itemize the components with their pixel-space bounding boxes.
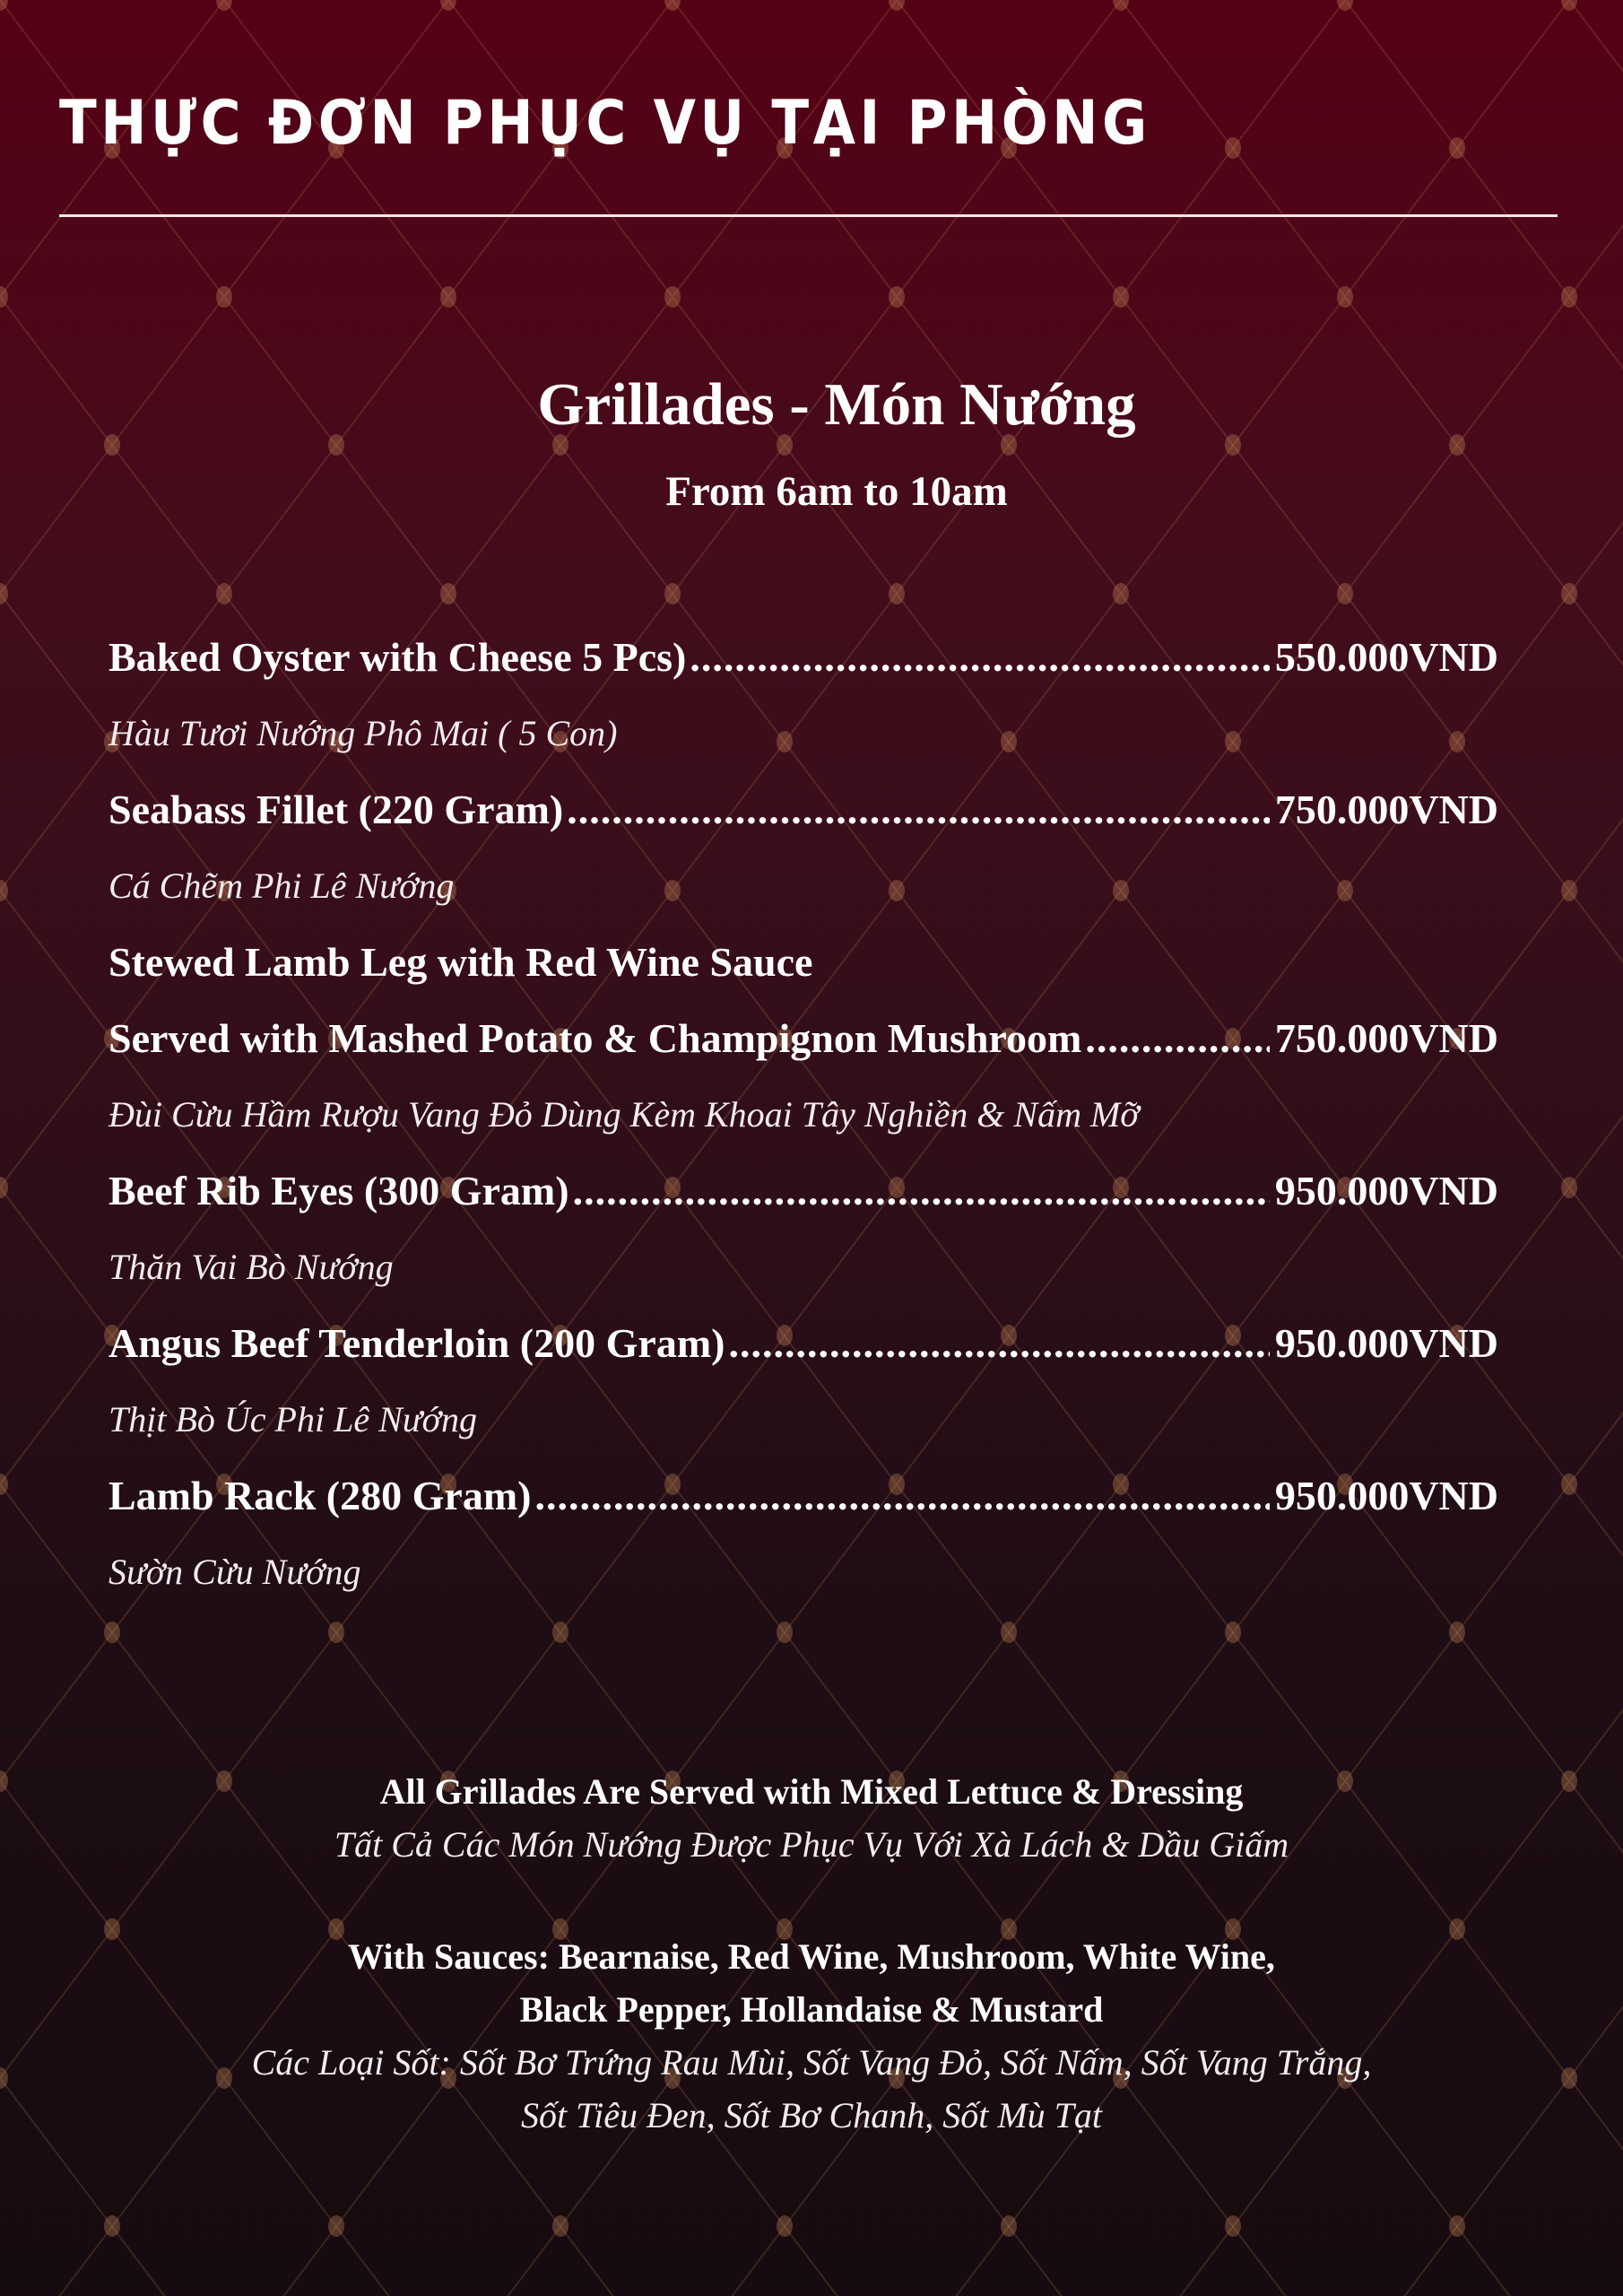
header-divider	[59, 214, 1558, 217]
sauces-note-vietnamese-line-1: Các Loại Sốt: Sốt Bơ Trứng Rau Mùi, Sốt Vang Đỏ, Sốt Nấm, Sốt Vang Trắng,	[251, 2042, 1372, 2083]
item-price: 550.000VND	[1274, 634, 1498, 680]
item-vietnamese-name: Sườn Cừu Nướng	[108, 1552, 361, 1592]
menu-item-seabass-fillet	[108, 771, 1498, 924]
page-title: THỰC ĐƠN PHỤC VỤ TẠI PHÒNG	[59, 88, 1151, 159]
section-hours: From 6am to 10am	[665, 468, 1008, 515]
dot-leader	[690, 619, 1269, 695]
section-title: Grillades - Món Nướng	[537, 371, 1136, 438]
item-vietnamese-name: Hàu Tươi Nướng Phô Mai ( 5 Con)	[108, 713, 618, 753]
menu-item-angus-beef-tenderloin	[108, 1305, 1498, 1457]
item-price: 750.000VND	[1274, 787, 1498, 832]
menu-item-beef-rib-eyes	[108, 1152, 1498, 1305]
item-name: Lamb Rack (280 Gram)	[108, 1473, 532, 1518]
lettuce-note: All Grillades Are Served with Mixed Lettuce & Dressing	[379, 1771, 1244, 1812]
item-name: Baked Oyster with Cheese 5 Pcs)	[108, 634, 687, 680]
dot-leader	[567, 771, 1270, 848]
dot-leader	[573, 1152, 1270, 1229]
sauces-note-line-2: Black Pepper, Hollandaise & Mustard	[519, 1989, 1104, 2030]
dot-leader	[534, 1457, 1269, 1534]
menu-item-lamb-rack	[108, 1457, 1498, 1610]
menu-notes	[0, 1765, 1623, 2142]
item-price: 950.000VND	[1274, 1473, 1498, 1518]
menu-list	[108, 619, 1498, 1610]
item-price: 950.000VND	[1274, 1320, 1498, 1366]
item-name: Beef Rib Eyes (300 Gram)	[108, 1168, 569, 1213]
sauces-note-vietnamese-line-2: Sốt Tiêu Đen, Sốt Bơ Chanh, Sốt Mù Tạt	[520, 2095, 1103, 2135]
item-price: 950.000VND	[1274, 1168, 1498, 1213]
item-name: Angus Beef Tenderloin (200 Gram)	[108, 1320, 725, 1366]
item-price: 750.000VND	[1274, 1015, 1498, 1061]
lettuce-note-vietnamese: Tất Cả Các Món Nướng Được Phục Vụ Với Xà Lách & Dầu Giấm	[334, 1824, 1289, 1865]
item-name-first-line: Stewed Lamb Leg with Red Wine Sauce	[108, 939, 813, 985]
dot-leader	[1085, 1000, 1270, 1076]
menu-item-baked-oyster	[108, 619, 1498, 771]
item-vietnamese-name: Thịt Bò Úc Phi Lê Nướng	[108, 1399, 477, 1439]
menu-item-stewed-lamb-leg	[108, 924, 1498, 1152]
dot-leader	[728, 1305, 1269, 1381]
item-name: Served with Mashed Potato & Champignon Mushroom	[108, 1015, 1082, 1061]
sauces-note-line-1: With Sauces: Bearnaise, Red Wine, Mushroom, White Wine,	[348, 1936, 1275, 1977]
item-name: Seabass Fillet (220 Gram)	[108, 787, 564, 832]
item-vietnamese-name: Đùi Cừu Hầm Rượu Vang Đỏ Dùng Kèm Khoai Tây Nghiền & Nấm Mỡ	[108, 1094, 1140, 1135]
item-vietnamese-name: Thăn Vai Bò Nướng	[108, 1247, 394, 1287]
item-vietnamese-name: Cá Chẽm Phi Lê Nướng	[108, 865, 455, 906]
